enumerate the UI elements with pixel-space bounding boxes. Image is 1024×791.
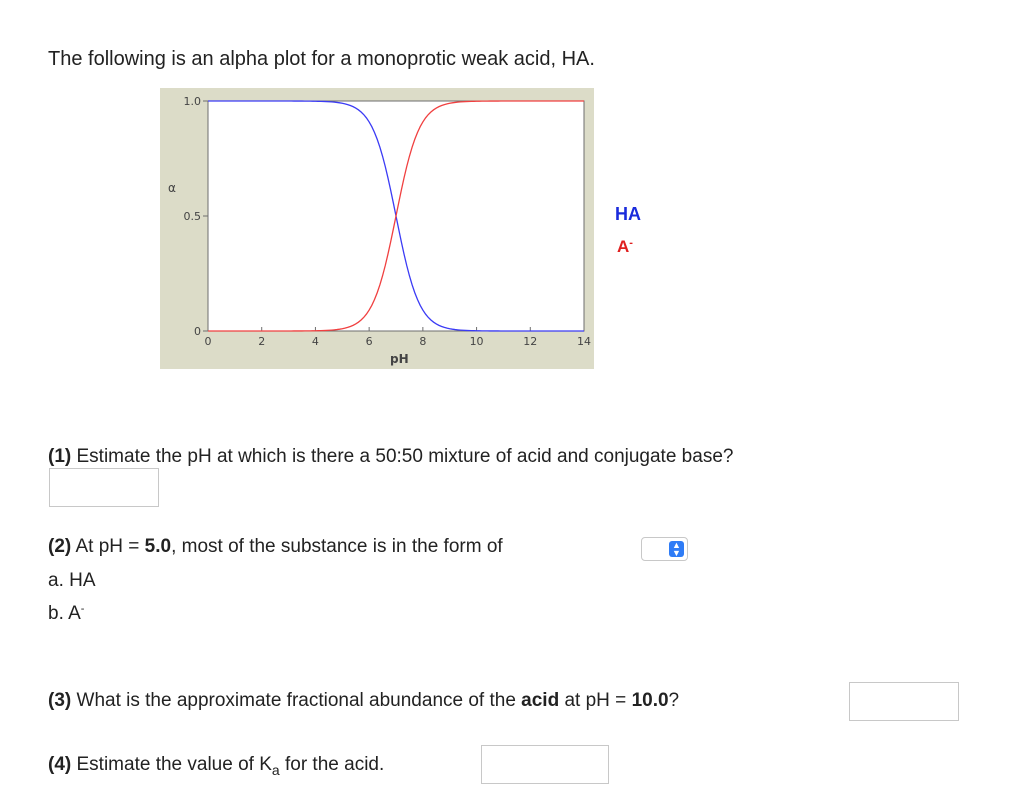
x-tick-label: 6 — [365, 335, 373, 348]
question-4-subscript: a — [271, 761, 280, 778]
question-3-text-mid: at pH = — [559, 690, 632, 711]
q2-option-b — [48, 603, 84, 625]
legend-ha: HA — [615, 204, 641, 224]
question-2-text-before: At pH = — [71, 536, 145, 557]
updown-chevron-icon: ▲ ▼ — [669, 541, 684, 557]
question-3-number: (3) — [48, 690, 72, 711]
question-1 — [48, 446, 733, 468]
legend-a-minus — [617, 237, 633, 257]
x-tick-label: 8 — [419, 335, 427, 348]
q2-option-b-label: b. A — [48, 603, 81, 624]
question-2-text-after: , most of the substance is in the form of — [171, 536, 503, 557]
question-4-text-before: Estimate the value of K — [71, 754, 272, 775]
question-1-text: Estimate the pH at which is there a 50:50 mixture of acid and conjugate base? — [71, 446, 734, 467]
question-4-number: (4) — [48, 754, 72, 775]
y-tick-label: 0 — [194, 325, 201, 338]
q2-option-b-sup: - — [80, 603, 85, 615]
q2-option-a: a. HA — [48, 570, 96, 591]
alpha-plot-svg — [160, 88, 594, 369]
x-tick-label: 0 — [204, 335, 212, 348]
question-2 — [48, 536, 503, 558]
x-tick-label: 10 — [469, 335, 484, 348]
question-4-text-after: for the acid. — [279, 754, 385, 775]
question-3-bold-word: acid — [521, 690, 560, 711]
alpha-plot — [160, 88, 594, 369]
legend-a-sup: - — [629, 237, 633, 249]
intro-text: The following is an alpha plot for a monoprotic weak acid, HA. — [48, 48, 595, 70]
question-1-number: (1) — [48, 446, 72, 467]
legend-a-label: A — [617, 237, 630, 256]
question-3-text-after: ? — [668, 690, 680, 711]
question-2-ph: 5.0 — [144, 536, 172, 557]
q1-answer-input[interactable] — [49, 468, 159, 507]
q2-form-select[interactable] — [641, 537, 688, 561]
question-3 — [48, 690, 679, 712]
q3-answer-input[interactable] — [849, 682, 959, 721]
x-tick-label: 12 — [523, 335, 538, 348]
question-3-ph: 10.0 — [631, 690, 669, 711]
question-3-text-before: What is the approximate fractional abundance of the — [71, 690, 522, 711]
question-2-number: (2) — [48, 536, 72, 557]
y-axis-label: α — [168, 181, 176, 195]
x-tick-label: 2 — [258, 335, 266, 348]
x-tick-label: 4 — [311, 335, 319, 348]
x-axis-label: pH — [390, 352, 409, 366]
q4-answer-input[interactable] — [481, 745, 609, 784]
question-4 — [48, 754, 384, 778]
x-tick-label: 14 — [577, 335, 591, 348]
y-tick-label: 0.5 — [183, 210, 201, 223]
y-tick-label: 1.0 — [183, 95, 201, 108]
